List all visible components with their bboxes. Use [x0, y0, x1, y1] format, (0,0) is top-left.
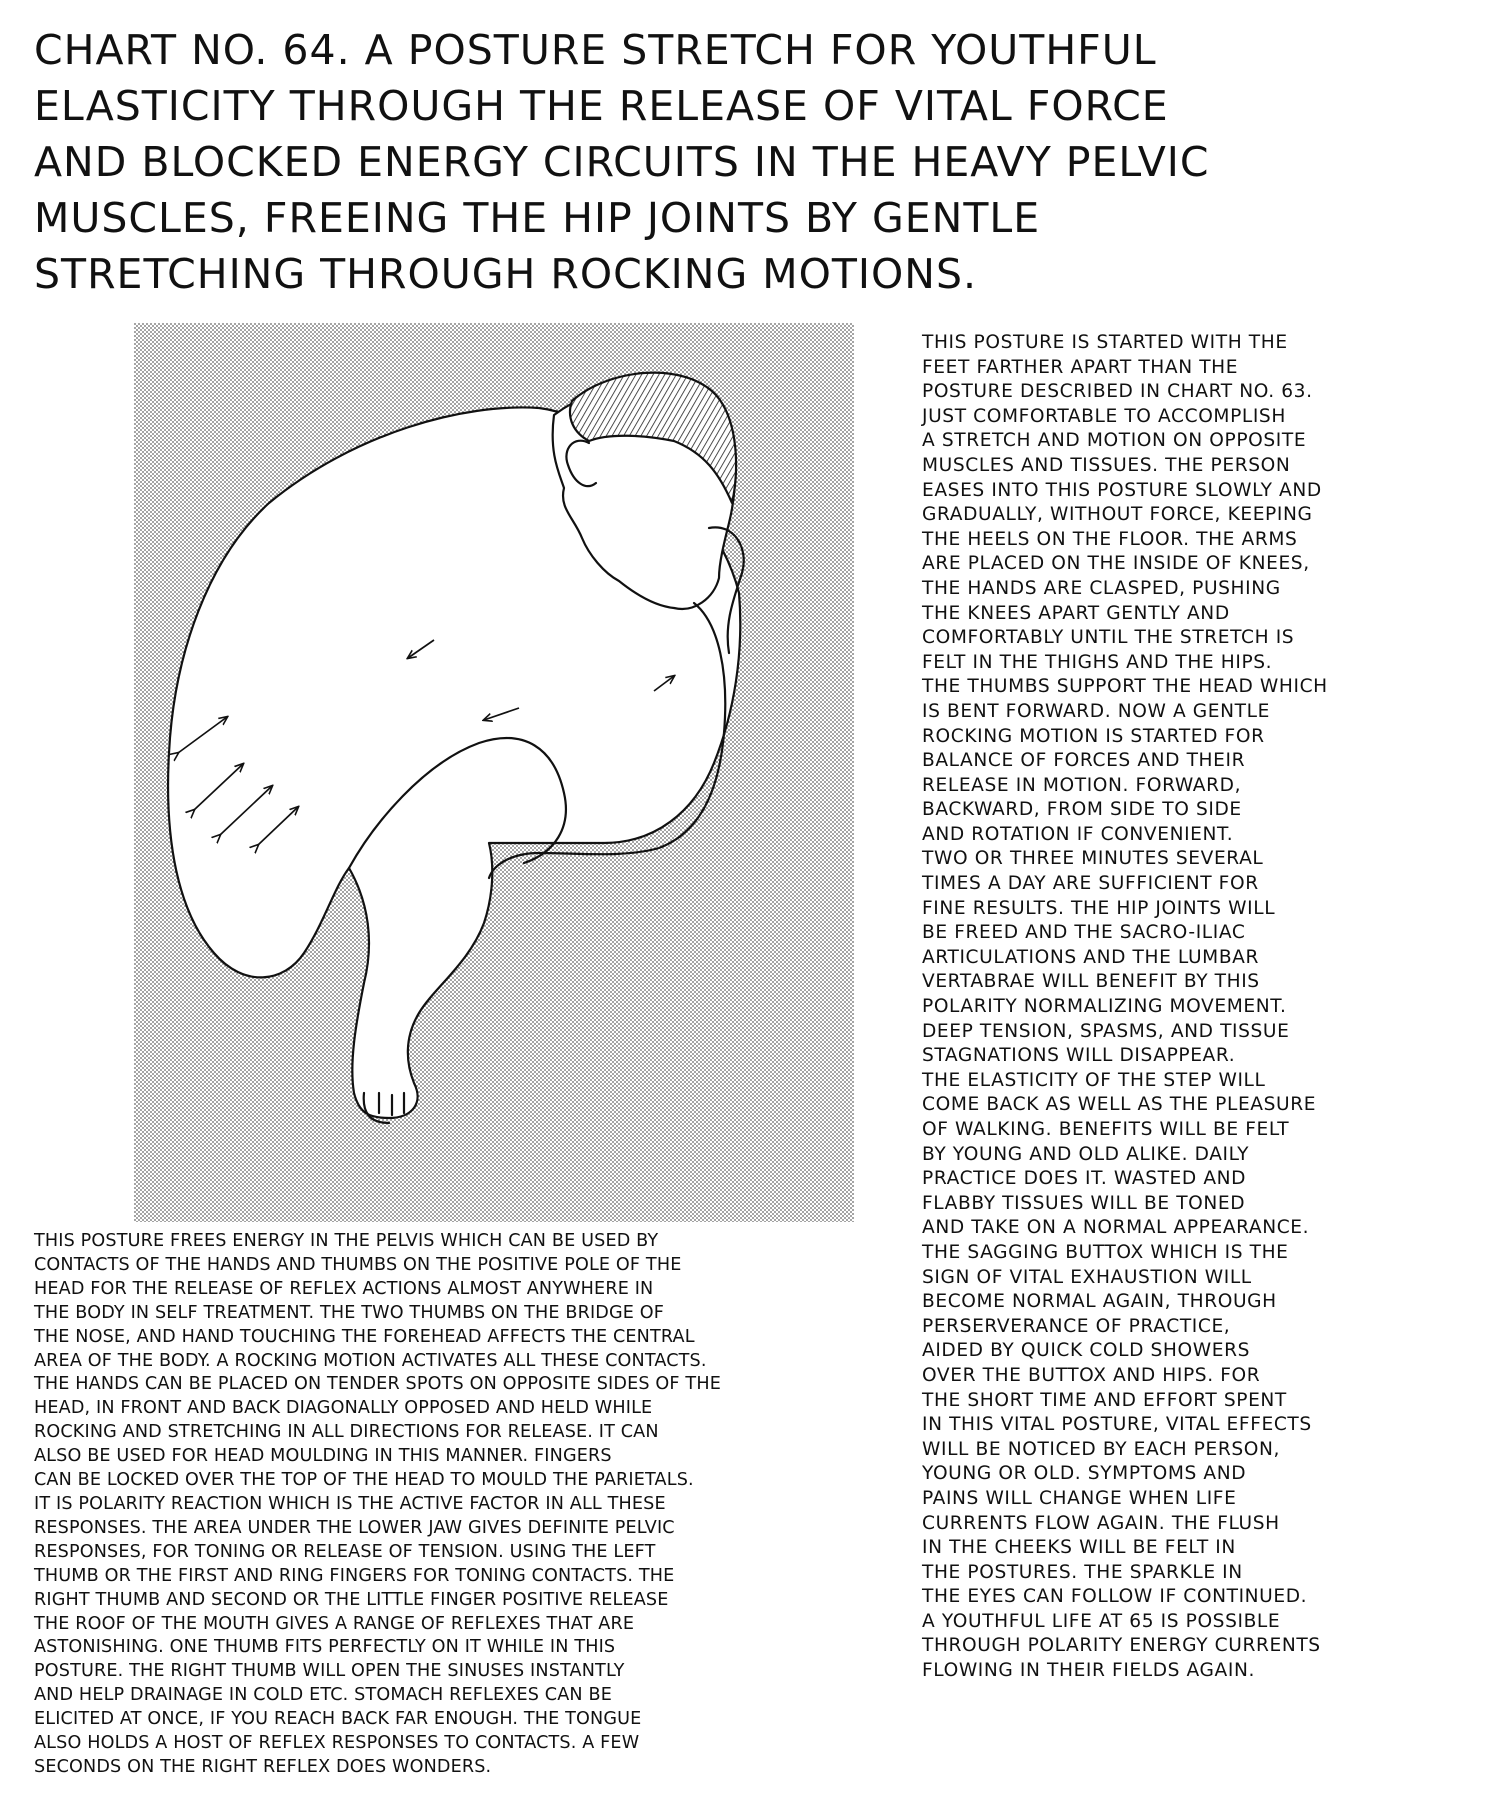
posture-illustration [134, 323, 854, 1222]
chart-title: CHART NO. 64. A POSTURE STRETCH FOR YOUTHFUL ELASTICITY THROUGH THE RELEASE OF VITAL FORCE AND BLOCKED ENERGY CIRCUITS IN THE HEAVY PELVIC MUSCLES, FREEING THE HIP JOINTS BY GENTLE STRETCHING THROUGH ROCKING MOTIONS. [34, 26, 1210, 298]
bottom-column-text: THIS POSTURE FREES ENERGY IN THE PELVIS WHICH CAN BE USED BY CONTACTS OF THE HANDS AND THUMBS ON THE POSITIVE POLE OF THE HEAD FOR THE RELEASE OF REFLEX ACTIONS ALMOST ANYWHERE IN THE BODY IN SELF TREATMENT. THE TWO THUMBS ON THE BRIDGE OF THE NOSE, AND HAND TOUCHING THE FOREHEAD AFFECTS THE CENTRAL AREA OF THE BODY. A ROCKING MOTION ACTIVATES ALL THESE CONTACTS. THE HANDS CAN BE PLACED ON TENDER SPOTS ON OPPOSITE SIDES OF THE HEAD, IN FRONT AND BACK DIAGONALLY OPPOSED AND HELD WHILE ROCKING AND STRETCHING IN ALL DIRECTIONS FOR RELEASE. IT CAN ALSO BE USED FOR HEAD MOULDING IN THIS MANNER. FINGERS CAN BE LOCKED OVER THE TOP OF THE HEAD TO MOULD THE PARIETALS. IT IS POLARITY REACTION WHICH IS THE ACTIVE FACTOR IN ALL THESE RESPONSES. THE AREA UNDER THE LOWER JAW GIVES DEFINITE PELVIC RESPONSES, FOR TONING OR RELEASE OF TENSION. USING THE LEFT THUMB OR THE FIRST AND RING FINGERS FOR TONING CONTACTS. THE RIGHT THUMB AND SECOND OR THE LITTLE FINGER POSITIVE RELEASE THE ROOF OF THE MOUTH GIVES A RANGE OF REFLEXES THAT ARE ASTONISHING. ONE THUMB FITS PERFECTLY ON IT WHILE IN THIS POSTURE. THE RIGHT THUMB WILL OPEN THE SINUSES INSTANTLY AND HELP DRAINAGE IN COLD ETC. STOMACH REFLEXES CAN BE ELICITED AT ONCE, IF YOU REACH BACK FAR ENOUGH. THE TONGUE ALSO HOLDS A HOST OF REFLEX RESPONSES TO CONTACTS. A FEW SECONDS ON THE RIGHT REFLEX DOES WONDERS. [34, 1231, 721, 1777]
right-column-text: THIS POSTURE IS STARTED WITH THE FEET FARTHER APART THAN THE POSTURE DESCRIBED IN CHART NO. 63. JUST COMFORTABLE TO ACCOMPLISH A STRETCH AND MOTION ON OPPOSITE MUSCLES AND TISSUES. THE PERSON EASES INTO THIS POSTURE SLOWLY AND GRADUALLY, WITHOUT FORCE, KEEPING THE HEELS ON THE FLOOR. THE ARMS ARE PLACED ON THE INSIDE OF KNEES, THE HANDS ARE CLASPED, PUSHING THE KNEES APART GENTLY AND COMFORTABLY UNTIL THE STRETCH IS FELT IN THE THIGHS AND THE HIPS. THE THUMBS SUPPORT THE HEAD WHICH IS BENT FORWARD. NOW A GENTLE ROCKING MOTION IS STARTED FOR BALANCE OF FORCES AND THEIR RELEASE IN MOTION. FORWARD, BACKWARD, FROM SIDE TO SIDE AND ROTATION IF CONVENIENT. TWO OR THREE MINUTES SEVERAL TIMES A DAY ARE SUFFICIENT FOR FINE RESULTS. THE HIP JOINTS WILL BE FREED AND THE SACRO-ILIAC ARTICULATIONS AND THE LUMBAR VERTABRAE WILL BENEFIT BY THIS POLARITY NORMALIZING MOVEMENT. DEEP TENSION, SPASMS, AND TISSUE STAGNATIONS WILL DISAPPEAR. THE ELASTICITY OF THE STEP WILL COME BACK AS WELL AS THE PLEASURE OF WALKING. BENEFITS WILL BE FELT BY YOUNG AND OLD ALIKE. DAILY PRACTICE DOES IT. WASTED AND FLABBY TISSUES WILL BE TONED AND TAKE ON A NORMAL APPEARANCE. THE SAGGING BUTTOX WHICH IS THE SIGN OF VITAL EXHAUSTION WILL BECOME NORMAL AGAIN, THROUGH PERSERVERANCE OF PRACTICE, AIDED BY QUICK COLD SHOWERS OVER THE BUTTOX AND HIPS. FOR THE SHORT TIME AND EFFORT SPENT IN THIS VITAL POSTURE, VITAL EFFECTS WILL BE NOTICED BY EACH PERSON, YOUNG OR OLD. SYMPTOMS AND PAINS WILL CHANGE WHEN LIFE CURRENTS FLOW AGAIN. THE FLUSH IN THE CHEEKS WILL BE FELT IN THE POSTURES. THE SPARKLE IN THE EYES CAN FOLLOW IF CONTINUED. A YOUTHFUL LIFE AT 65 IS POSSIBLE THROUGH POLARITY ENERGY CURRENTS FLOWING IN THEIR FIELDS AGAIN. [922, 332, 1328, 1682]
